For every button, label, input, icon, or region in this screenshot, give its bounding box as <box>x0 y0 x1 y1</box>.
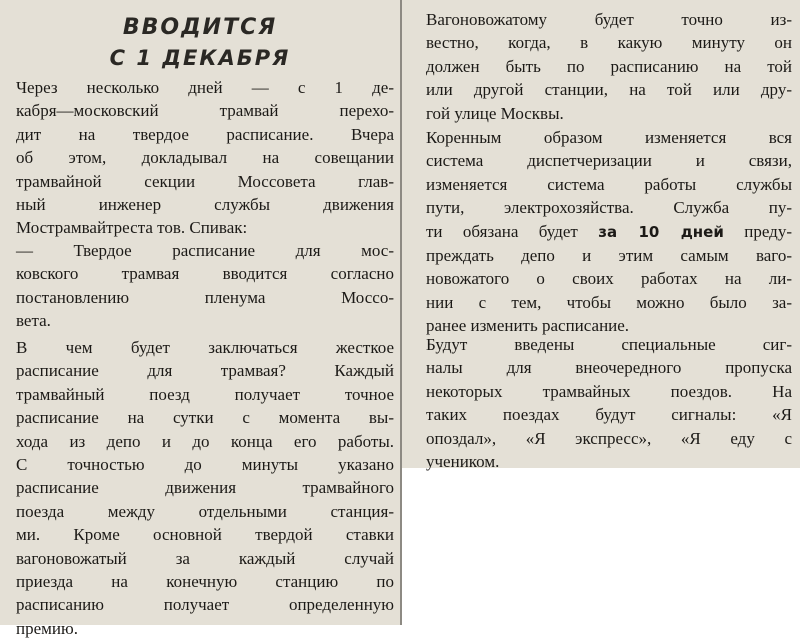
text-line: налы для внеочередного пропуска <box>426 358 792 378</box>
text-line: В чем будет заключаться жесткое <box>16 338 394 357</box>
text-line: учеником. <box>426 452 500 472</box>
text-line: хода из депо и до конца его работы. <box>16 431 394 451</box>
text-line: ранее изменить расписание. <box>426 316 630 336</box>
text-line: постановлению пленума Моссо- <box>16 287 394 307</box>
text-line: ковского трамвая вводится согласно <box>16 264 394 284</box>
text-line: дит на твердое расписание. Вчера <box>16 124 394 144</box>
text-line: вета. <box>16 311 51 331</box>
text-line: Будут введены специальные сиг- <box>426 335 792 354</box>
text-line: нии с тем, чтобы можно было за- <box>426 292 792 312</box>
text-line: новожатого о своих работах на ли- <box>426 269 792 289</box>
text-line-with-emphasis <box>426 220 792 244</box>
headline-line-2: С 1 ДЕКАБРЯ <box>109 46 291 70</box>
headline-line-1: ВВОДИТСЯ <box>122 15 278 40</box>
text-line: расписание для трамвая? Каждый <box>16 361 394 381</box>
text-line: трамвайный поезд получает точное <box>16 384 394 404</box>
left-paragraph-3 <box>16 336 394 640</box>
text-line: гой улице Москвы. <box>426 103 564 123</box>
text-line: система диспетчеризации и связи, <box>426 151 792 171</box>
text-line: опоздал», «Я экспресс», «Я еду с <box>426 428 792 448</box>
text-line: ный инженер службы движения <box>16 195 394 215</box>
text-line: расписанию получает определенную <box>16 595 394 615</box>
text-line: об этом, докладывал на совещании <box>16 148 394 168</box>
text-line: ми. Кроме основной твердой ставки <box>16 525 394 545</box>
text-line: С точностью до минуты указано <box>16 455 394 475</box>
text-line: кабря—московский трамвай перехо- <box>16 101 394 121</box>
text-line: расписание движения трамвайного <box>16 478 394 498</box>
text-line: вагоновожатый за каждый случай <box>16 548 394 568</box>
right-paragraph-3 <box>426 333 792 473</box>
text-line: расписание на сутки с момента вы- <box>16 408 394 428</box>
emphasis-ten-days: за 10 дней <box>598 222 724 241</box>
text-line: премию. <box>16 618 78 638</box>
column-divider <box>400 0 402 625</box>
text-line: Мострамвайтреста тов. Спивак: <box>16 218 248 238</box>
text-line: Вагоновожатому будет точно из- <box>426 10 792 29</box>
text-line: Через несколько дней — с 1 де- <box>16 78 394 97</box>
right-paragraph-1 <box>426 8 792 125</box>
text-line: некоторых трамвайных поездов. На <box>426 381 792 401</box>
text-line: — Твердое расписание для мос- <box>16 241 394 260</box>
text-line: изменяется система работы службы <box>426 174 792 194</box>
text-line: должен быть по расписанию на той <box>426 56 792 76</box>
text-line: преждать депо и этим самым ваго- <box>426 246 792 266</box>
text-line: вестно, когда, в какую минуту он <box>426 33 792 53</box>
text-line: Коренным образом изменяется вся <box>426 128 792 147</box>
text-line: или другой станции, на той или дру- <box>426 80 792 100</box>
text-line: трамвайной секции Моссовета глав- <box>16 171 394 191</box>
text-segment: преду- <box>723 221 792 241</box>
left-paragraph-2 <box>16 239 394 333</box>
text-line: пути, электрохозяйства. Служба пу- <box>426 198 792 218</box>
left-paragraph-1 <box>16 76 394 240</box>
text-line: поезда между отдельными станция- <box>16 501 394 521</box>
text-line: таких поездах будут сигналы: «Я <box>426 405 792 425</box>
text-line: приезда на конечную станцию по <box>16 572 394 592</box>
text-segment: ти обязана будет <box>426 221 599 241</box>
right-paragraph-2 <box>426 126 792 338</box>
